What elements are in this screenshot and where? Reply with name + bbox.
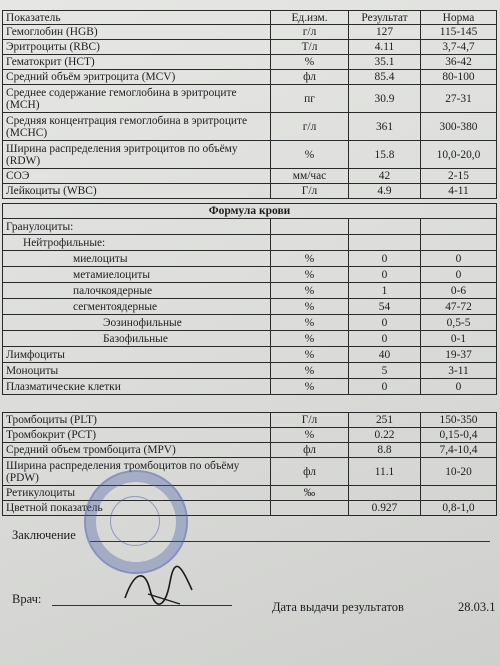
row-unit: г/л: [271, 25, 349, 40]
row-result: 0: [349, 331, 421, 347]
table-header-row: [3, 11, 497, 25]
row-unit: ‰: [271, 486, 349, 501]
row-norm: 2-15: [421, 169, 497, 184]
row-indicator: Лейкоциты (WBC): [3, 184, 271, 199]
row-norm: 300-380: [421, 113, 497, 141]
row-result: [349, 235, 421, 251]
row-norm: 0-6: [421, 283, 497, 299]
row-result: [349, 486, 421, 501]
formula-title: Формула крови: [3, 204, 497, 219]
row-result: 42: [349, 169, 421, 184]
row-norm: 10-20: [421, 458, 497, 486]
row-indicator: сегментоядерные: [3, 299, 271, 315]
table-row: [3, 458, 497, 486]
table-row: [3, 25, 497, 40]
row-unit: %: [271, 141, 349, 169]
row-result: 40: [349, 347, 421, 363]
row-indicator: Средний объем тромбоцита (MPV): [3, 443, 271, 458]
table-row: [3, 347, 497, 363]
row-indicator: Тромбокрит (PCT): [3, 428, 271, 443]
row-unit: %: [271, 428, 349, 443]
table-row: [3, 315, 497, 331]
issue-date-label: Дата выдачи результатов: [272, 600, 404, 614]
row-indicator: Средняя концентрация гемоглобина в эритроците (MCHC): [3, 113, 271, 141]
table-row: [3, 219, 497, 235]
row-norm: 4-11: [421, 184, 497, 199]
row-unit: %: [271, 55, 349, 70]
table-row: [3, 428, 497, 443]
row-norm: 0: [421, 379, 497, 395]
doctor-label: Врач:: [12, 592, 42, 606]
table-row: [3, 85, 497, 113]
row-unit: [271, 219, 349, 235]
row-unit: Г/л: [271, 184, 349, 199]
table-row: [3, 331, 497, 347]
row-indicator: Среднее содержание гемоглобина в эритроците (MCH): [3, 85, 271, 113]
table-row: [3, 299, 497, 315]
row-result: 0: [349, 379, 421, 395]
row-indicator: Цветной показатель: [3, 501, 271, 516]
row-unit: Т/л: [271, 40, 349, 55]
table-row: [3, 251, 497, 267]
row-indicator: Лимфоциты: [3, 347, 271, 363]
row-unit: %: [271, 331, 349, 347]
table-row: [3, 363, 497, 379]
table-row: [3, 40, 497, 55]
row-norm: 0-1: [421, 331, 497, 347]
clinic-stamp: [84, 470, 188, 574]
row-norm: 0: [421, 267, 497, 283]
row-indicator: Ширина распределения эритроцитов по объёму (RDW): [3, 141, 271, 169]
doctor-signature: [120, 560, 200, 610]
table-row: [3, 501, 497, 516]
table-row: [3, 70, 497, 85]
row-norm: 3,7-4,7: [421, 40, 497, 55]
row-result: 361: [349, 113, 421, 141]
issue-date-value: 28.03.1: [458, 600, 496, 614]
row-unit: %: [271, 315, 349, 331]
row-result: 85.4: [349, 70, 421, 85]
row-result: 0: [349, 267, 421, 283]
row-norm: 3-11: [421, 363, 497, 379]
row-result: 11.1: [349, 458, 421, 486]
row-norm: 80-100: [421, 70, 497, 85]
table-row: [3, 141, 497, 169]
row-norm: 115-145: [421, 25, 497, 40]
table-row: [3, 443, 497, 458]
row-norm: 7,4-10,4: [421, 443, 497, 458]
row-result: 127: [349, 25, 421, 40]
row-unit: %: [271, 379, 349, 395]
row-norm: [421, 235, 497, 251]
row-indicator: Эозинофильные: [3, 315, 271, 331]
row-norm: 47-72: [421, 299, 497, 315]
row-norm: 36-42: [421, 55, 497, 70]
row-norm: 27-31: [421, 85, 497, 113]
row-norm: 0: [421, 251, 497, 267]
row-indicator: палочкоядерные: [3, 283, 271, 299]
row-indicator: Гематокрит (HCT): [3, 55, 271, 70]
row-indicator: Средний объём эритроцита (MCV): [3, 70, 271, 85]
row-norm: 10,0-20,0: [421, 141, 497, 169]
row-unit: %: [271, 283, 349, 299]
row-norm: 0,5-5: [421, 315, 497, 331]
row-unit: %: [271, 363, 349, 379]
row-unit: фл: [271, 443, 349, 458]
row-indicator: Тромбоциты (PLT): [3, 413, 271, 428]
row-indicator: метамиелоциты: [3, 267, 271, 283]
row-indicator: СОЭ: [3, 169, 271, 184]
row-norm: 0,15-0,4: [421, 428, 497, 443]
row-indicator: Ретикулоциты: [3, 486, 271, 501]
row-norm: 19-37: [421, 347, 497, 363]
row-indicator: Ширина распределения тромбоцитов по объёму (PDW): [3, 458, 271, 486]
row-result: 15.8: [349, 141, 421, 169]
row-result: 8.8: [349, 443, 421, 458]
row-indicator: Нейтрофильные:: [3, 235, 271, 251]
row-norm: 150-350: [421, 413, 497, 428]
platelet-table: [2, 412, 497, 516]
row-indicator: миелоциты: [3, 251, 271, 267]
row-indicator: Моноциты: [3, 363, 271, 379]
formula-title-row: [3, 204, 497, 219]
table-row: [3, 113, 497, 141]
row-unit: мм/час: [271, 169, 349, 184]
header-result: Результат: [349, 11, 421, 25]
row-result: 54: [349, 299, 421, 315]
row-unit: пг: [271, 85, 349, 113]
row-unit: %: [271, 267, 349, 283]
row-indicator: Гранулоциты:: [3, 219, 271, 235]
table-row: [3, 55, 497, 70]
row-unit: %: [271, 299, 349, 315]
row-unit: %: [271, 347, 349, 363]
row-result: 4.9: [349, 184, 421, 199]
table-row: [3, 413, 497, 428]
table-row: [3, 169, 497, 184]
row-unit: [271, 235, 349, 251]
main-results-table: [2, 10, 497, 199]
row-result: 1: [349, 283, 421, 299]
row-norm: 0,8-1,0: [421, 501, 497, 516]
row-result: 0: [349, 315, 421, 331]
blood-formula-table: [2, 203, 497, 395]
header-indicator: Показатель: [3, 11, 271, 25]
header-norm: Норма: [421, 11, 497, 25]
row-unit: Г/л: [271, 413, 349, 428]
row-indicator: Гемоглобин (HGB): [3, 25, 271, 40]
row-unit: фл: [271, 70, 349, 85]
clinic-stamp-inner: [110, 496, 160, 546]
table-row: [3, 486, 497, 501]
row-result: 30.9: [349, 85, 421, 113]
table-row: [3, 267, 497, 283]
row-unit: %: [271, 251, 349, 267]
row-result: [349, 219, 421, 235]
row-indicator: Эритроциты (RBC): [3, 40, 271, 55]
row-norm: [421, 486, 497, 501]
row-result: 0.927: [349, 501, 421, 516]
row-result: 0: [349, 251, 421, 267]
table-row: [3, 283, 497, 299]
table-row: [3, 379, 497, 395]
row-norm: [421, 219, 497, 235]
row-unit: [271, 501, 349, 516]
header-unit: Ед.изм.: [271, 11, 349, 25]
table-row: [3, 184, 497, 199]
page-top-strip: [8, 0, 492, 10]
table-row: [3, 235, 497, 251]
row-result: 35.1: [349, 55, 421, 70]
row-unit: г/л: [271, 113, 349, 141]
row-result: 5: [349, 363, 421, 379]
row-result: 251: [349, 413, 421, 428]
row-result: 4.11: [349, 40, 421, 55]
row-result: 0.22: [349, 428, 421, 443]
row-indicator: Базофильные: [3, 331, 271, 347]
row-indicator: Плазматические клетки: [3, 379, 271, 395]
row-unit: фл: [271, 458, 349, 486]
conclusion-label: Заключение: [12, 528, 76, 542]
